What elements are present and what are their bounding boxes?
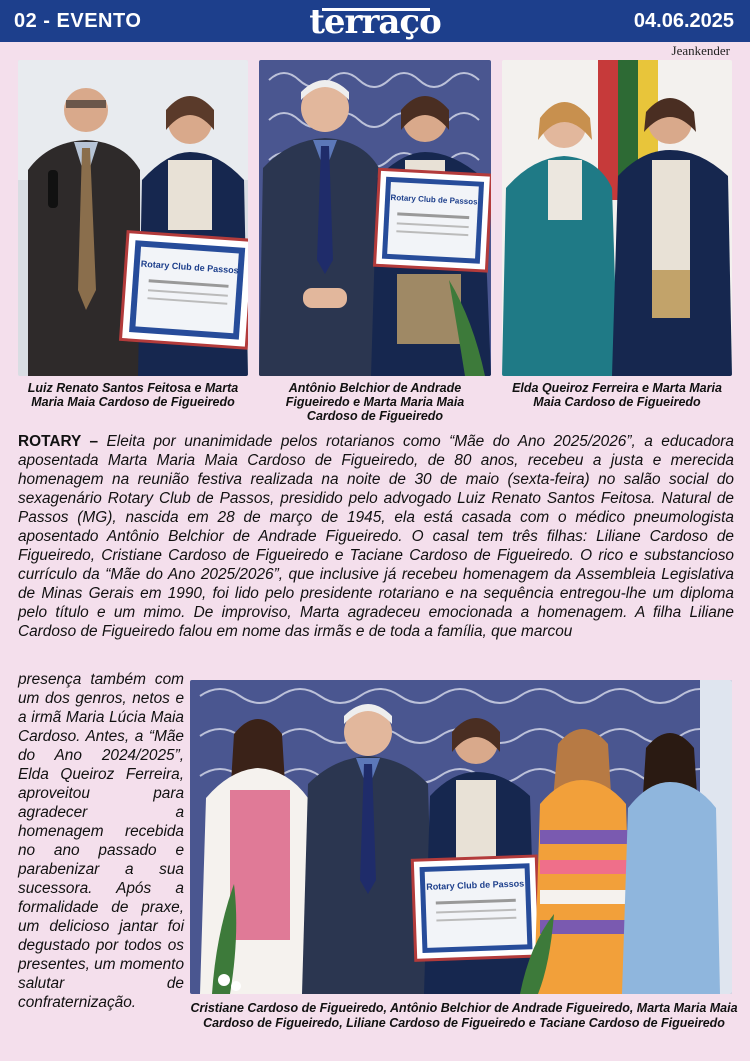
caption-photo-1: Luiz Renato Santos Feitosa e Marta Maria Maia Cardoso de Figueiredo	[27, 381, 239, 409]
caption-photo-3: Elda Queiroz Ferreira e Marta Maria Maia Cardoso de Figueiredo	[512, 381, 722, 409]
caption-group-photo: Cristiane Cardoso de Figueiredo, Antônio Belchior de Andrade Figueiredo, Marta Maria Maia Cardoso de Figueiredo, Liliane Cardoso de Figueiredo e Taciane Cardoso de Figueiredo	[190, 1001, 738, 1030]
page-header	[0, 0, 750, 42]
photo-elda-marta	[502, 60, 732, 376]
issue-date: 04.06.2025	[633, 10, 734, 32]
article-body	[18, 432, 734, 641]
newspaper-logo: terraço	[309, 2, 441, 42]
article-kicker: ROTARY –	[18, 433, 99, 450]
photo-antonio-marta	[259, 60, 491, 376]
article-text: Eleita por unanimidade pelos rotarianos como “Mãe do Ano 2025/2026”, a educadora aposentada Marta Maria Maia Cardoso de Figueiredo, de 80 anos, recebeu a justa e merecida homenagem na reunião festiva realizada na noite de 30 de maio (sexta-feira) no salão social do sexagenário Rotary Club de Passos, presidido pelo advogado Luiz Renato Santos Feitosa. Natural de Passos (MG), nascida em 28 de março de 1945, ela está casada com o médico pneumologista aposentado Antônio Belchior de Andrade Figueiredo. O casal tem três filhas: Liliane Cardoso de Figueiredo, Cristiane Cardoso de Figueiredo e Taciane Cardoso de Figueiredo. O rico e substancioso currículo da “Mãe do Ano 2025/2026”, que inclusive já recebeu homenagem da Assembleia Legislativa de Minas Gerais em 1990, foi lido pelo presidente rotariano e na sequência entregou-lhe um diploma pelo título e um mimo. De improviso, Marta agradeceu emocionada a homenagem. A filha Liliane Cardoso de Figueiredo falou em nome das irmãs e de toda a família, que marcou	[18, 433, 734, 640]
photo-feitosa-marta	[18, 60, 248, 376]
article-continuation: presença também com um dos genros, netos e a irmã Maria Lúcia Maia Cardoso. Antes, a “Mãe do Ano 2024/2025”, Elda Queiroz Ferreira, aproveitou para agradecer a homenagem recebida no ano passado e parabenizar a sua sucessora. Após a formalidade de praxe, um delicioso jantar foi degustado por todos os presentes, um momento salutar de confraternização.	[18, 671, 184, 1011]
caption-photo-2: Antônio Belchior de Andrade Figueiredo e Marta Maria Maia Cardoso de Figueiredo	[285, 381, 465, 423]
certificate-title: Rotary Club de Passos	[390, 192, 478, 207]
photo-credit: Jeankender	[671, 43, 730, 58]
section-label: 02 - EVENTO	[14, 10, 142, 32]
group-photo	[190, 680, 732, 994]
certificate-title: Rotary Club de Passos	[140, 258, 239, 276]
certificate-title: Rotary Club de Passos	[426, 878, 525, 892]
